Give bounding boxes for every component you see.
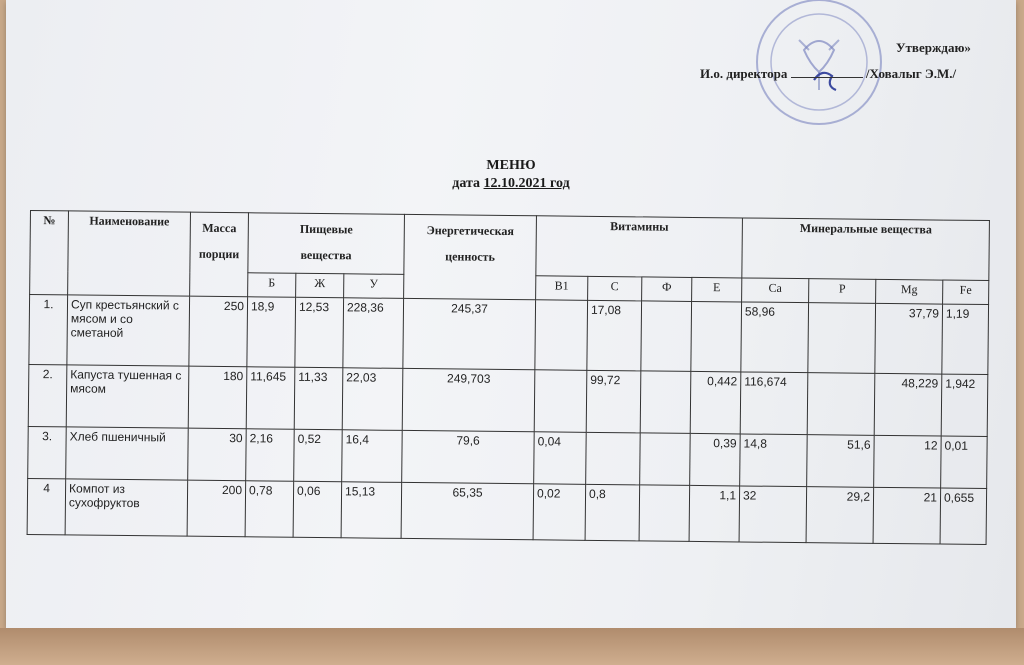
row-e (691, 301, 742, 372)
row-name: Суп крестьянский с мясом и со сметаной (67, 295, 190, 366)
table-row (29, 295, 989, 375)
title-text: МЕНЮ (486, 158, 536, 173)
row-c: 17,08 (587, 300, 642, 371)
row-p (808, 303, 876, 374)
row-u: 22,03 (342, 368, 403, 431)
row-energy: 79,6 (402, 430, 535, 483)
row-u: 15,13 (341, 482, 402, 539)
row-num: 1. (29, 295, 68, 365)
row-b1 (535, 300, 588, 371)
row-mg: 12 (874, 435, 942, 488)
row-fe: 0,655 (940, 488, 987, 544)
table-row (28, 364, 988, 436)
col-nutrients-header (248, 213, 405, 275)
row-mass: 30 (188, 428, 247, 481)
row-b: 0,78 (245, 481, 294, 537)
subheader-zh: Ж (296, 273, 344, 298)
row-b: 11,645 (246, 367, 295, 429)
row-u: 228,36 (343, 298, 404, 369)
row-mg: 21 (873, 487, 941, 544)
col-num-header: № (30, 211, 69, 295)
director-title: И.о. директора (700, 66, 788, 81)
row-name: Капуста тушенная с мясом (66, 365, 189, 428)
mass-header-line1: Масса (202, 220, 237, 236)
row-name: Хлеб пшеничный (66, 427, 189, 480)
mass-header-line2: порции (198, 246, 240, 262)
director-name: /Ховалыг Э.М./ (865, 66, 957, 81)
row-f (641, 301, 692, 372)
row-b1: 0,04 (534, 432, 587, 485)
row-e: 0,442 (690, 371, 741, 434)
row-name: Компот из сухофруктов (65, 479, 188, 536)
row-u: 16,4 (342, 430, 403, 483)
row-zh: 0,52 (294, 429, 343, 481)
col-energy-header (404, 214, 537, 299)
row-mass: 200 (187, 480, 246, 537)
row-num: 3. (28, 426, 67, 478)
subheader-ca: Ca (742, 278, 809, 303)
page-title (6, 157, 1016, 193)
row-fe: 0,01 (941, 436, 988, 488)
director-signature-line (700, 66, 956, 82)
row-num: 2. (28, 364, 67, 426)
row-f (639, 485, 690, 542)
row-b1: 0,02 (533, 484, 586, 541)
col-name-header: Наименование (68, 211, 191, 296)
menu-sheet (6, 0, 1016, 628)
row-mg: 48,229 (874, 373, 942, 436)
menu-table (27, 210, 990, 545)
row-p: 29,2 (806, 487, 874, 544)
menu-date: 12.10.2021 год (483, 176, 570, 191)
row-fe: 1,942 (941, 374, 988, 436)
date-line (6, 175, 1016, 193)
subheader-p: P (809, 279, 876, 304)
table-row (27, 478, 987, 544)
row-ca: 58,96 (741, 302, 809, 373)
subheader-mg: Mg (876, 279, 943, 304)
row-e: 0,39 (690, 433, 741, 486)
date-prefix: дата (452, 176, 481, 191)
row-p (807, 373, 875, 436)
approval-label: Утверждаю» (896, 40, 971, 55)
row-energy: 245,37 (403, 298, 536, 369)
subheader-b: Б (248, 273, 296, 298)
col-minerals-header: Минеральные вещества (742, 218, 990, 281)
subheader-fe: Fe (943, 280, 989, 304)
row-mass: 180 (188, 366, 247, 429)
row-mg: 37,79 (875, 303, 943, 374)
row-f (640, 371, 691, 434)
row-b: 18,9 (247, 297, 296, 367)
header-row (30, 211, 990, 281)
row-ca: 116,674 (740, 372, 808, 435)
subheader-c: С (588, 276, 642, 301)
row-zh: 11,33 (294, 367, 343, 429)
nutrients-header-line2: вещества (300, 247, 352, 263)
subheader-f: Ф (642, 277, 692, 302)
row-energy: 249,703 (402, 368, 535, 431)
row-zh: 12,53 (295, 297, 344, 367)
row-ca: 14,8 (740, 434, 808, 487)
signature-line (791, 67, 863, 78)
col-vitamins-header: Витамины (536, 216, 743, 278)
row-c (586, 432, 641, 485)
energy-header-line2: ценность (445, 249, 495, 264)
col-mass-header (190, 212, 249, 297)
row-num: 4 (27, 478, 66, 534)
subheader-u: У (344, 274, 404, 299)
wall-background (0, 628, 1024, 665)
nutrients-header-line1: Пищевые (299, 221, 353, 237)
energy-header-line1: Энергетическая (426, 223, 515, 239)
row-c: 0,8 (585, 484, 640, 541)
row-f (640, 433, 691, 486)
row-mass: 250 (189, 296, 248, 367)
row-zh: 0,06 (293, 481, 342, 537)
row-c: 99,72 (586, 370, 641, 433)
row-ca: 32 (739, 486, 807, 543)
row-energy: 65,35 (401, 482, 534, 539)
row-p: 51,6 (807, 435, 875, 488)
row-fe: 1,19 (942, 304, 989, 374)
row-e: 1,1 (689, 485, 740, 542)
row-b: 2,16 (246, 429, 295, 481)
subheader-e: Е (692, 277, 742, 302)
row-b1 (534, 370, 587, 433)
subheader-b1: В1 (536, 276, 588, 301)
